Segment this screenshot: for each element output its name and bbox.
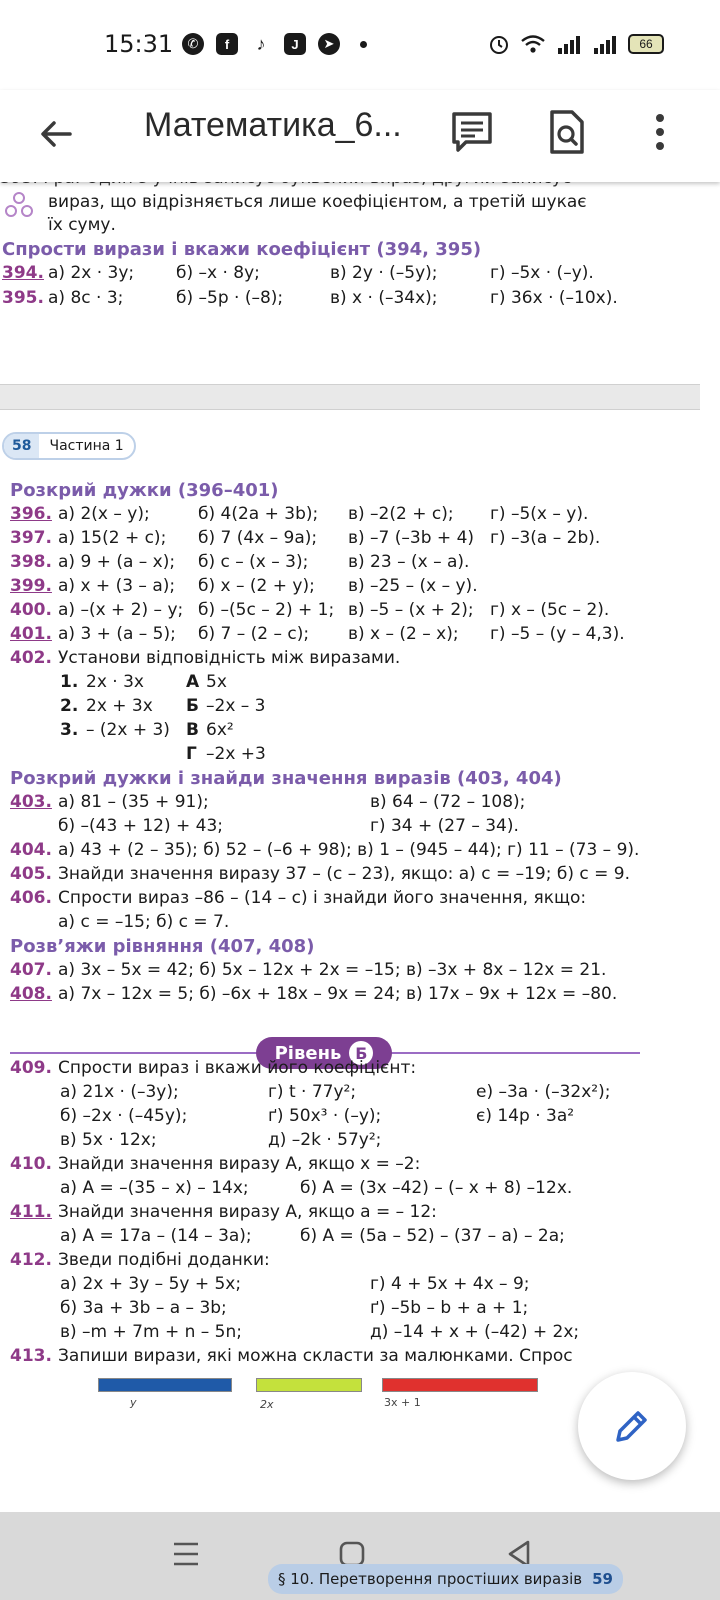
- match-value: –2x – 3: [206, 696, 266, 716]
- section-header-396-401: Розкрий дужки (396–401): [10, 480, 279, 501]
- battery-indicator: 66: [628, 34, 664, 54]
- edit-fab-button[interactable]: [578, 1372, 686, 1480]
- section-header-407-408: Розв’яжи рівняння (407, 408): [10, 936, 315, 957]
- task-407-text: а) 3x – 5x = 42; б) 5x – 12x + 2x = –15; в) –3x + 8x – 12x = 21.: [58, 960, 607, 980]
- task-409-g2: ґ) 50x³ · (–y);: [268, 1106, 382, 1126]
- match-key: 3.: [60, 720, 79, 740]
- document-title: Математика_6...: [144, 106, 402, 144]
- task-412-g: г) 4 + 5x + 4x – 9;: [370, 1274, 530, 1294]
- match-letter: А: [186, 672, 200, 692]
- task-401-a: а) 3 + (a – 5);: [58, 624, 176, 644]
- task-396-b: б) 4(2a + 3b);: [198, 504, 319, 524]
- j-app-icon: J: [284, 33, 306, 55]
- task-409-b: б) –2x · (–45y);: [60, 1106, 188, 1126]
- page-separator: [0, 384, 700, 410]
- bar-blue-label: y: [130, 1396, 137, 1409]
- task-400-d: г) x – (5c – 2).: [490, 600, 610, 620]
- tiktok-icon: ♪: [250, 33, 272, 55]
- system-icons: [488, 33, 664, 55]
- task-410-a: а) A = –(35 – x) – 14x;: [60, 1178, 249, 1198]
- task-412-d: д) –14 + x + (–42) + 2x;: [370, 1322, 580, 1342]
- task-399-b: б) x – (2 + y);: [198, 576, 315, 596]
- task-403-b: б) –(43 + 12) + 43;: [58, 816, 224, 836]
- task-number-413: 413.: [10, 1346, 52, 1366]
- task-410-b: б) A = (3x –42) – (– x + 8) –12x.: [300, 1178, 573, 1198]
- task-number-407: 407.: [10, 960, 52, 980]
- task-412-b: б) 3a + 3b – a – 3b;: [60, 1298, 227, 1318]
- comments-icon[interactable]: [446, 106, 498, 158]
- match-key: 1.: [60, 672, 79, 692]
- task-394-a: а) 2x · 3y;: [48, 263, 135, 283]
- task-number-404: 404.: [10, 840, 52, 860]
- task-409-ye: є) 14p · 3a²: [476, 1106, 575, 1126]
- back-arrow-icon[interactable]: [34, 112, 78, 156]
- task-number-399[interactable]: 399.: [10, 576, 52, 596]
- task-397-c: в) –7 (–3b + 4): [348, 528, 475, 548]
- task-number-397: 397.: [10, 528, 52, 548]
- task-412-g2: ґ) –5b – b + a + 1;: [370, 1298, 529, 1318]
- match-expr: 2x · 3x: [86, 672, 144, 692]
- match-letter: Б: [186, 696, 199, 716]
- task-411-b: б) A = (5a – 52) – (37 – a) – 2a;: [300, 1226, 565, 1246]
- task-409-e: е) –3a · (–32x²);: [476, 1082, 611, 1102]
- task-number-403[interactable]: 403.: [10, 792, 52, 812]
- task-number-401[interactable]: 401.: [10, 624, 52, 644]
- task-401-c: в) x – (2 – x);: [348, 624, 459, 644]
- page-part-label: Частина 1: [49, 438, 124, 454]
- task-number-395: 395.: [2, 288, 44, 308]
- task-397-d: г) –3(a – 2b).: [490, 528, 601, 548]
- match-value: –2x +3: [206, 744, 266, 764]
- bar-lime: [256, 1378, 362, 1392]
- task-409-v: в) 5x · 12x;: [60, 1130, 157, 1150]
- recent-apps-icon[interactable]: [164, 1532, 208, 1576]
- task-394-d: г) –5x · (–y).: [490, 263, 594, 283]
- task-398-b: б) c – (x – 3);: [198, 552, 309, 572]
- task-403-d: г) 34 + (27 – 34).: [370, 816, 519, 836]
- more-notifications-dot: [360, 41, 367, 48]
- task-410-text: Знайди значення виразу A, якщо x = –2:: [58, 1154, 421, 1174]
- section-footer: [268, 1564, 623, 1594]
- task-405-text: Знайди значення виразу 37 – (c – 23), якщо: а) c = –19; б) c = 9.: [58, 864, 630, 884]
- task-409-d: д) –2k · 57y²;: [268, 1130, 382, 1150]
- task-403-a: а) 81 – (35 + 91);: [58, 792, 209, 812]
- task-397-a: а) 15(2 + c);: [58, 528, 167, 548]
- search-document-icon[interactable]: [540, 106, 592, 158]
- viber-icon: ✆: [182, 33, 204, 55]
- task-400-a: а) –(x + 2) – y;: [58, 600, 184, 620]
- task-398-a: а) 9 + (a – x);: [58, 552, 176, 572]
- task-395-a: а) 8c · 3;: [48, 288, 124, 308]
- task-399-a: а) x + (3 – a);: [58, 576, 176, 596]
- alarm-icon: [488, 33, 510, 55]
- task-395-c: в) x · (–34x);: [330, 288, 438, 308]
- task-409-g: г) t · 77y²;: [268, 1082, 357, 1102]
- task-396-d: г) –5(x – y).: [490, 504, 589, 524]
- task-number-394[interactable]: 394.: [2, 263, 44, 283]
- section-footer-text: § 10. Перетворення простіших виразів: [278, 1570, 583, 1588]
- task-412-v: в) –m + 7m + n – 5n;: [60, 1322, 242, 1342]
- section-footer-page: 59: [592, 1570, 613, 1588]
- wifi-icon: [520, 33, 546, 55]
- task-393-line2: вираз, що відрізняється лише коефіцієнтом, а третій шукає: [48, 192, 587, 212]
- bar-blue: [98, 1378, 232, 1392]
- signal-icon-1: [556, 33, 582, 55]
- app-bar: [0, 90, 720, 182]
- game-people-icon: [4, 190, 34, 220]
- match-value: 5x: [206, 672, 227, 692]
- status-time: 15:31: [104, 30, 174, 58]
- level-label: Рівень: [274, 1042, 342, 1064]
- task-409-a: а) 21x · (–3y);: [60, 1082, 179, 1102]
- document-viewer[interactable]: [0, 182, 700, 1482]
- task-number-405: 405.: [10, 864, 52, 884]
- task-412-a: а) 2x + 3y – 5y + 5x;: [60, 1274, 242, 1294]
- task-number-412: 412.: [10, 1250, 52, 1270]
- task-number-409: 409.: [10, 1058, 52, 1078]
- task-number-411[interactable]: 411.: [10, 1202, 52, 1222]
- page-number: 58: [4, 434, 39, 458]
- task-395-d: г) 36x · (–10x).: [490, 288, 618, 308]
- match-value: 6x²: [206, 720, 234, 740]
- task-406-text: Спрости вираз –86 – (14 – c) і знайди його значення, якщо:: [58, 888, 587, 908]
- page-badge: [2, 432, 136, 460]
- task-number-408[interactable]: 408.: [10, 984, 52, 1004]
- task-404-text: а) 43 + (2 – 35); б) 52 – (–6 + 98); в) 1 – (945 – 44); г) 11 – (73 – 9).: [58, 840, 640, 860]
- task-402-text: Установи відповідність між виразами.: [58, 648, 401, 668]
- messenger-icon: ➤: [318, 33, 340, 55]
- pencil-icon: [610, 1404, 654, 1448]
- match-expr: 2x + 3x: [86, 696, 153, 716]
- task-397-b: б) 7 (4x – 9a);: [198, 528, 318, 548]
- task-393-line3: їх суму.: [48, 215, 116, 235]
- section-header-394-395: Спрости вирази і вкажи коефіцієнт (394, 395): [2, 239, 482, 260]
- task-400-c: в) –5 – (x + 2);: [348, 600, 474, 620]
- facebook-icon: f: [216, 33, 238, 55]
- task-396-a: а) 2(x – y);: [58, 504, 150, 524]
- task-number-406: 406.: [10, 888, 52, 908]
- bar-lime-label: 2x: [260, 1398, 274, 1411]
- task-401-d: г) –5 – (y – 4,3).: [490, 624, 625, 644]
- match-letter: В: [186, 720, 199, 740]
- task-396-c: в) –2(2 + c);: [348, 504, 454, 524]
- task-394-c: в) 2y · (–5y);: [330, 263, 438, 283]
- section-header-403-404: Розкрий дужки і знайди значення виразів (403, 404): [10, 768, 562, 789]
- task-395-b: б) –5p · (–8);: [176, 288, 284, 308]
- task-408-text: а) 7x – 12x = 5; б) –6x + 18x – 9x = 24; в) 17x – 9x + 12x = –80.: [58, 984, 618, 1004]
- signal-icon-2: [592, 33, 618, 55]
- task-398-c: в) 23 – (x – a).: [348, 552, 470, 572]
- task-413-text: Запиши вирази, які можна скласти за малюнками. Спрос: [58, 1346, 573, 1366]
- task-number-396[interactable]: 396.: [10, 504, 52, 524]
- bar-red-label: 3x + 1: [384, 1396, 421, 1409]
- match-expr: – (2x + 3): [86, 720, 170, 740]
- match-letter: Г: [186, 744, 197, 764]
- task-number-410: 410.: [10, 1154, 52, 1174]
- task-400-b: б) –(5c – 2) + 1;: [198, 600, 335, 620]
- task-406-text2: а) c = –15; б) c = 7.: [58, 912, 230, 932]
- more-options-icon[interactable]: [634, 106, 686, 158]
- level-letter: Б: [349, 1041, 373, 1065]
- notification-icons: [182, 33, 367, 55]
- task-number-398: 398.: [10, 552, 52, 572]
- task-number-400: 400.: [10, 600, 52, 620]
- status-bar: [0, 0, 720, 90]
- task-412-text: Зведи подібні доданки:: [58, 1250, 270, 1270]
- task-401-b: б) 7 – (2 – c);: [198, 624, 310, 644]
- match-key: 2.: [60, 696, 79, 716]
- bar-red: [382, 1378, 538, 1392]
- task-409-text: Спрости вираз і вкажи його коефіцієнт:: [58, 1058, 417, 1078]
- task-number-402: 402.: [10, 648, 52, 668]
- task-411-text: Знайди значення виразу A, якщо a = – 12:: [58, 1202, 437, 1222]
- task-399-c: в) –25 – (x – y).: [348, 576, 478, 596]
- task-411-a: а) A = 17a – (14 – 3a);: [60, 1226, 252, 1246]
- task-394-b: б) –x · 8y;: [176, 263, 260, 283]
- task-403-c: в) 64 – (72 – 108);: [370, 792, 526, 812]
